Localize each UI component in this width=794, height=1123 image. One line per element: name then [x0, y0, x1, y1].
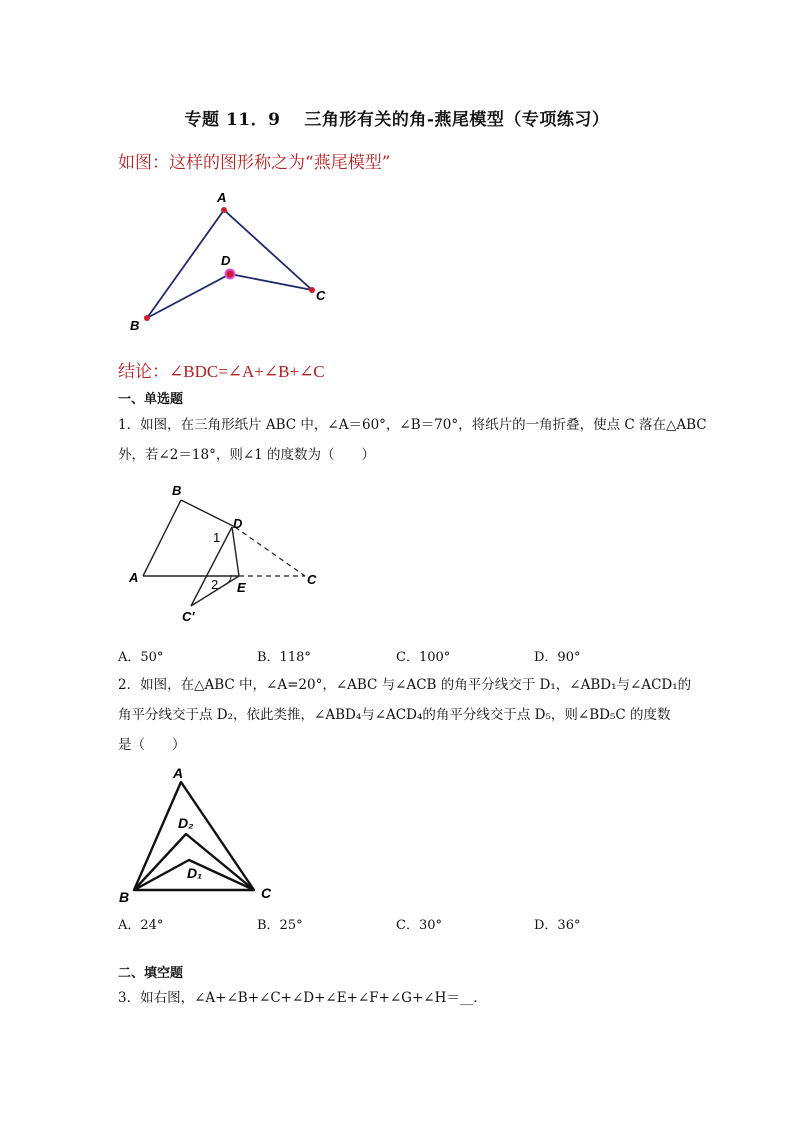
conclusion: [118, 357, 325, 382]
q1-label-a: A: [129, 570, 139, 585]
q2-label-c: C: [261, 885, 272, 901]
side-ab: [143, 500, 181, 576]
q1-label-e: E: [237, 580, 246, 595]
conclusion-formula: ∠BDC=∠A+∠B+∠C: [169, 362, 325, 381]
q1-option-b[interactable]: B．118°: [257, 650, 311, 665]
intro-text: 如图：这样的图形称之为“燕尾模型”: [118, 153, 391, 173]
q2-label-a: A: [173, 765, 184, 781]
q1-label-cprime: C′: [182, 609, 195, 624]
question-2-figure: [115, 762, 290, 907]
dashed-dc: [235, 527, 305, 576]
point-c: [309, 287, 315, 293]
q1-option-a[interactable]: A．50°: [118, 650, 164, 665]
q2-option-d[interactable]: D．36°: [534, 918, 581, 933]
section-heading-fill-in: 二、填空题: [118, 966, 184, 981]
swallowtail-figure: [120, 185, 350, 340]
q1-option-d[interactable]: D．90°: [534, 650, 581, 665]
q2-label-d1: D₁: [187, 865, 203, 881]
question-2-line-3: 是（ ）: [118, 737, 186, 753]
q1-option-c[interactable]: C．100°: [396, 650, 451, 665]
label-d: D: [221, 253, 231, 268]
label-a: A: [217, 190, 227, 205]
question-1-line-2: 外，若∠2＝18°，则∠1 的度数为（ ）: [118, 447, 376, 463]
inner-dart-sides: [147, 274, 312, 318]
label-b: B: [130, 318, 140, 333]
q1-angle-2: 2: [211, 577, 219, 592]
side-bd: [181, 500, 235, 527]
label-c: C: [316, 288, 326, 303]
conclusion-label: 结论：: [118, 362, 169, 382]
q2-label-d2: D₂: [178, 815, 194, 831]
q1-label-b: B: [172, 483, 182, 498]
question-2-line-2: 角平分线交于点 D₂，依此类推，∠ABD₄与∠ACD₄的角平分线交于点 D₅，则∠BD₅C 的度数: [118, 707, 671, 723]
point-d: [226, 270, 235, 279]
page-title: 专题 11．9 三角形有关的角-燕尾模型（专项练习）: [184, 110, 610, 130]
fold-de: [232, 527, 239, 576]
question-1-figure: [125, 478, 330, 628]
q2-option-b[interactable]: B．25°: [257, 918, 303, 933]
point-a: [221, 207, 227, 213]
section-heading-single-choice: 一、单选题: [118, 392, 184, 407]
question-2-line-1: 2．如图，在△ABC 中，∠A=20°，∠ABC 与∠ACB 的角平分线交于 D₁，∠ABD₁与∠ACD₁的: [118, 677, 692, 693]
folded-dcprime: [191, 527, 232, 606]
question-3-line-1: 3．如右图，∠A+∠B+∠C+∠D+∠E+∠F+∠G+∠H＝__．: [118, 990, 487, 1006]
point-b: [144, 315, 150, 321]
q2-option-a[interactable]: A．24°: [118, 918, 164, 933]
q2-option-c[interactable]: C．30°: [396, 918, 442, 933]
q2-label-b: B: [119, 889, 130, 905]
q1-angle-1: 1: [213, 530, 221, 545]
q1-label-c: C: [307, 572, 317, 587]
question-1-line-1: 1．如图，在三角形纸片 ABC 中，∠A＝60°，∠B＝70°，将纸片的一角折叠，使点 C 落在△ABC: [118, 417, 707, 433]
q1-label-d: D: [233, 516, 243, 531]
